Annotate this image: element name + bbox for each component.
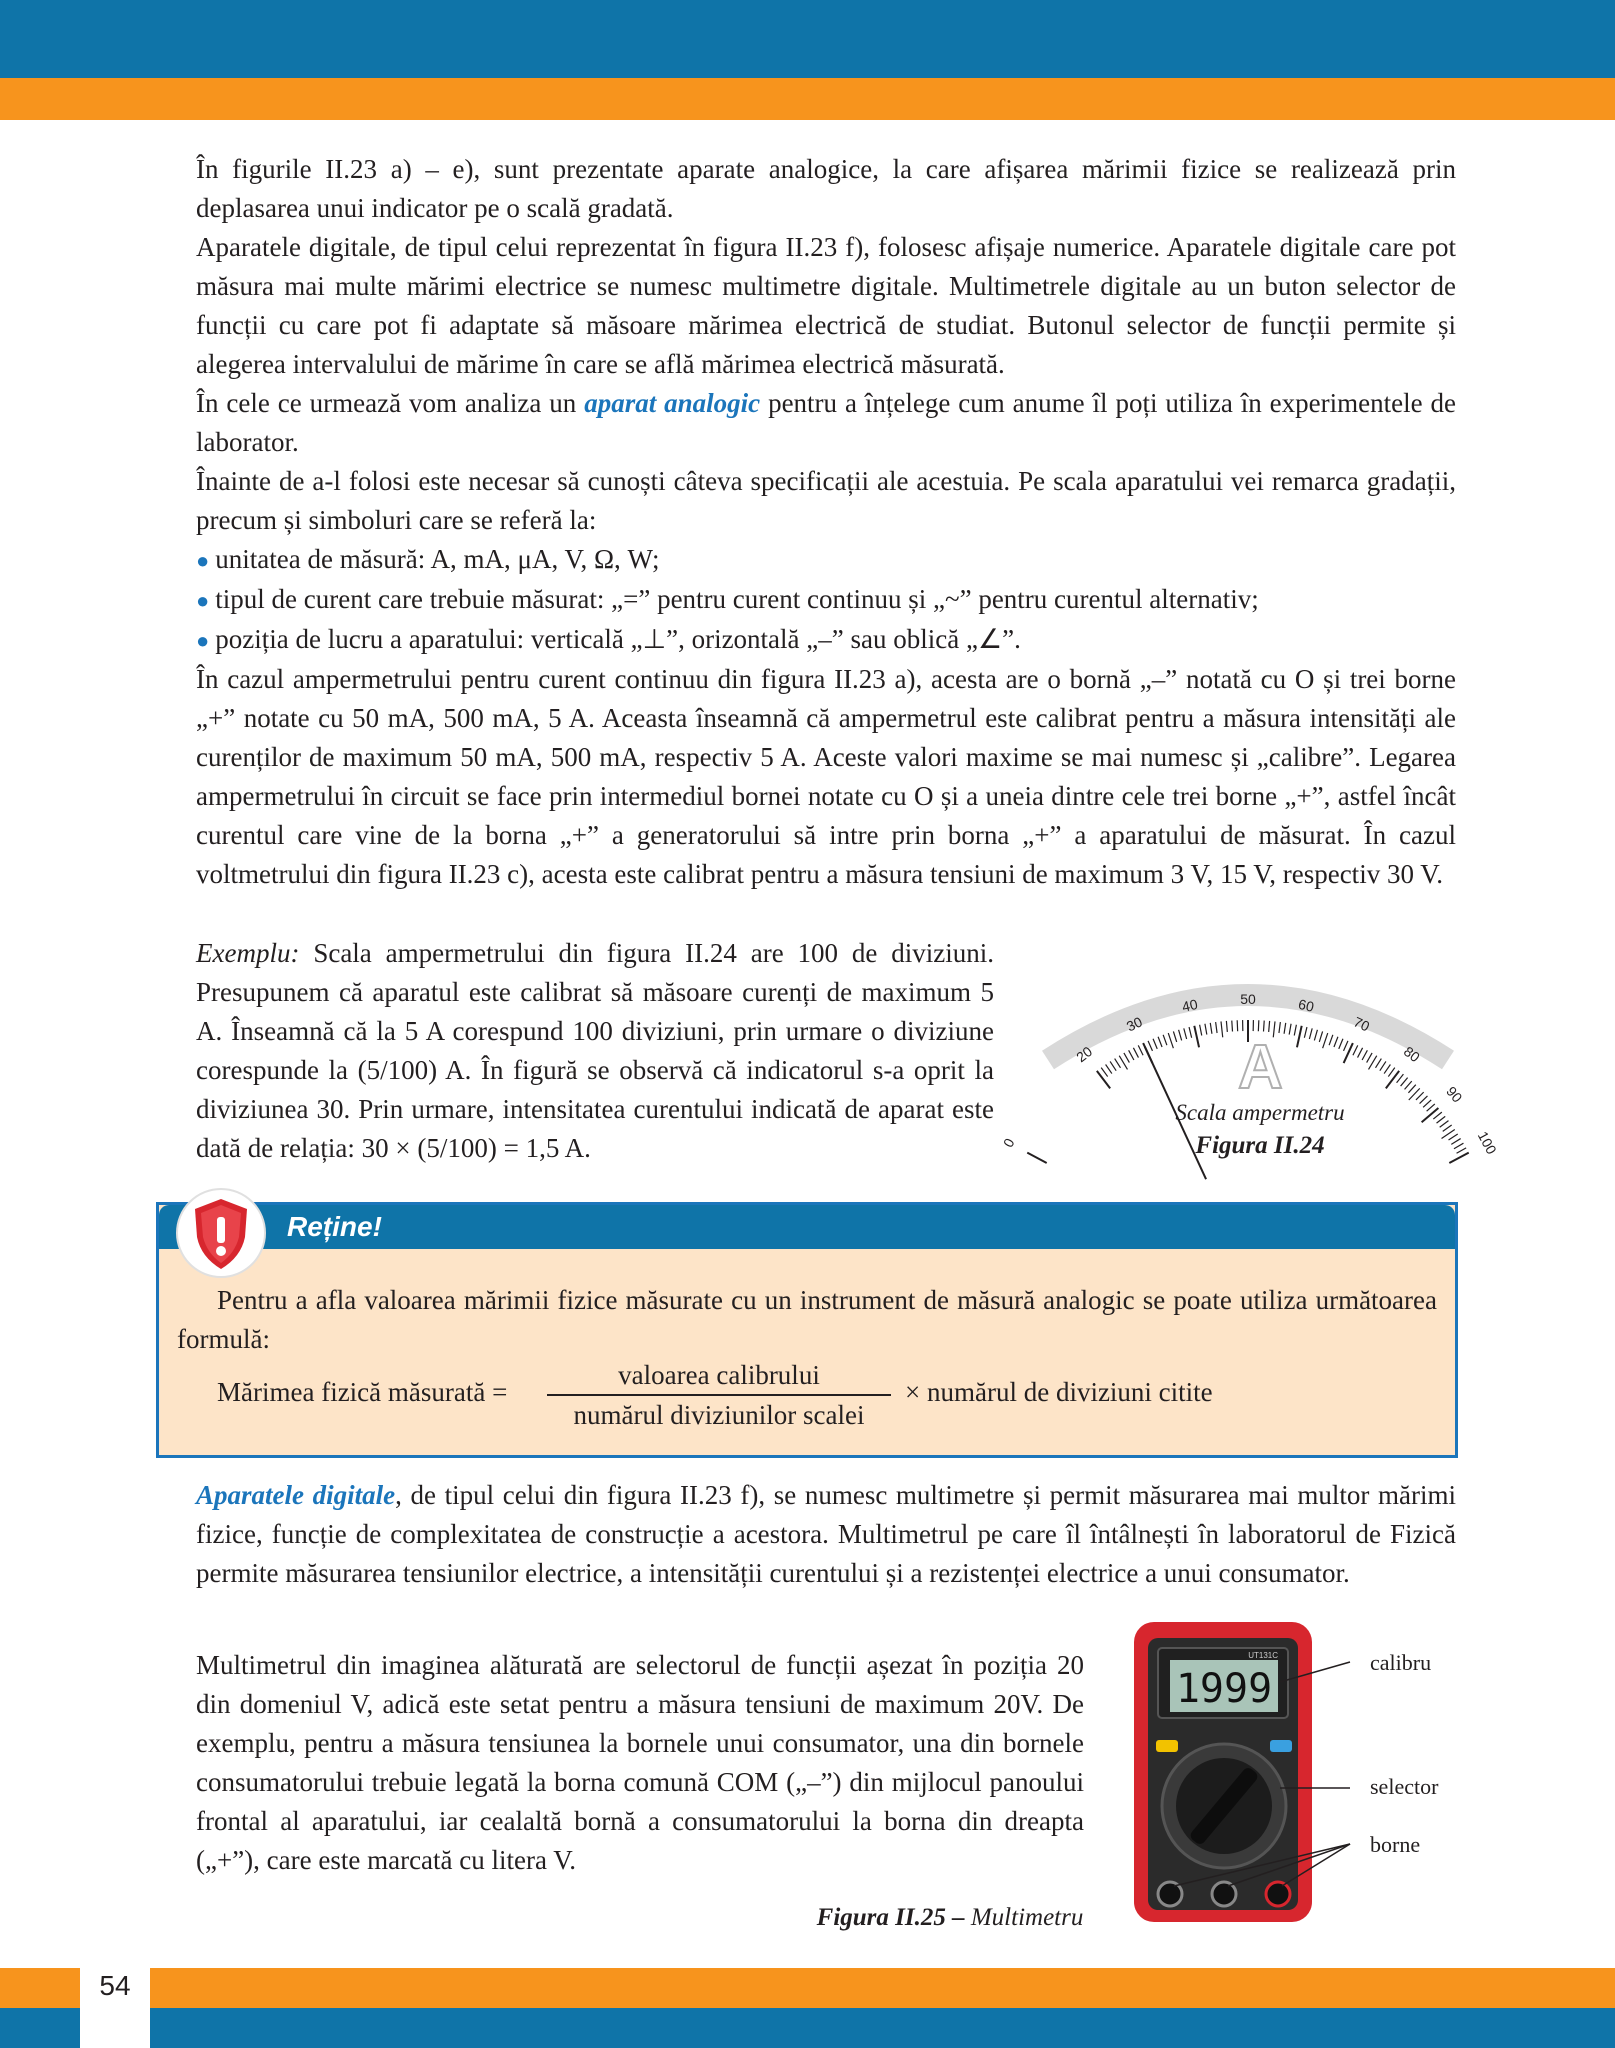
paragraph-digitale-text: Aparatele digitale, de tipul celui reprezentat în figura II.23 f), folosesc afișaje numerice. Aparatele digitale care pot măsura mai multe mărimi electrice se numesc multimetre digitale. Multimetrele digitale au un buton selector de funcții cu care pot fi adaptate să măsoare mărimea electrică de studiat. Butonul selector de funcții permite și alegerea intervalului de mărime în care se află mărimea electrică măsurată. <box>196 232 1456 379</box>
bullet1-text: unitatea de măsură: A, mA, μA, V, Ω, W; <box>215 544 660 574</box>
scale-tick <box>1427 1104 1435 1111</box>
scale-tick <box>1339 1039 1343 1049</box>
label-borne: borne <box>1370 1832 1421 1857</box>
label-calibru: calibru <box>1370 1650 1432 1675</box>
scale-tick <box>1449 1134 1458 1140</box>
scale-tick <box>1304 1027 1307 1038</box>
scale-tick <box>1101 1068 1107 1077</box>
scale-tick <box>1269 1021 1270 1032</box>
bullet-pozitie <box>196 620 1456 660</box>
figure-224-caption-italic: Scala ampermetru <box>1175 1100 1345 1125</box>
scale-tick <box>1184 1028 1187 1039</box>
retine-text <box>177 1281 1437 1359</box>
scale-tick-label: 50 <box>1240 991 1256 1007</box>
formula-denominator: numărul diviziunilor scalei <box>573 1400 865 1430</box>
scale-tick <box>1163 1035 1167 1045</box>
retine-title: Reține! <box>287 1211 382 1242</box>
figure-225-caption <box>770 1904 1130 1932</box>
body-text-lower <box>196 1476 1456 1593</box>
scale-tick-label: 0 <box>999 1135 1018 1150</box>
paragraph-specificatii <box>196 462 1456 540</box>
yellow-button <box>1156 1740 1178 1752</box>
scale-tick <box>1210 1023 1212 1034</box>
exemplu-label: Exemplu: <box>196 938 300 968</box>
scale-tick <box>1232 1021 1233 1032</box>
exemplu-text: Scala ampermetrului din figura II.24 are 100 de diviziuni. Presupunem că aparatul este calibrat să măsoare curenți de maximum 5 A. Înseamnă că la 5 A corespund 100 diviziuni, prin urmare o diviziune corespunde la (5/100) A. În figură se observă că indicatorul s-a oprit la diviziunea 30. Prin urmare, intensitatea curentului indicată de aparat este dată de relația: 30 × (5/100) = 1,5 A. <box>196 938 994 1163</box>
scale-tick <box>1329 1035 1333 1045</box>
scale-tick <box>1358 1048 1363 1058</box>
formula-fraction <box>547 1357 891 1433</box>
highlight-aparatele-digitale: Aparatele digitale <box>196 1480 396 1510</box>
scale-tick <box>1279 1022 1280 1033</box>
scale-tick <box>1138 1045 1143 1055</box>
header-blue-band <box>0 0 1615 78</box>
scale-tick <box>1205 1024 1207 1035</box>
scale-tick <box>1440 1121 1449 1128</box>
scale-tick <box>1388 1068 1394 1077</box>
scale-tick <box>1110 1061 1116 1070</box>
scale-tick <box>1416 1092 1424 1100</box>
scale-tick <box>1314 1030 1317 1041</box>
scale-tick <box>1284 1023 1286 1034</box>
scale-tick <box>1179 1030 1182 1041</box>
scale-tick <box>1457 1148 1467 1153</box>
figure-224-caption-bold: Figura II.24 <box>1195 1132 1325 1159</box>
unit-symbol-A: A <box>1238 1033 1283 1102</box>
scale-tick <box>1397 1074 1404 1083</box>
paragraph-ampermetru <box>196 660 1456 894</box>
scale-tick <box>1158 1037 1162 1047</box>
scale-tick <box>1106 1065 1112 1074</box>
bullet-dot-icon: ● <box>196 548 210 573</box>
scale-tick <box>1097 1071 1110 1089</box>
scale-tick <box>1423 1100 1431 1107</box>
retine-text-content: Pentru a afla valoarea mărimii fizice măsurate cu un instrument de măsură analogic se poate utiliza următoarea formulă: <box>177 1285 1437 1354</box>
scale-tick <box>1173 1031 1176 1041</box>
scale-tick <box>1380 1061 1386 1070</box>
scale-tick <box>1194 1026 1199 1047</box>
paragraph-aparat-analogic <box>196 384 1456 462</box>
scale-tick-label: 40 <box>1180 995 1200 1015</box>
scale-tick <box>1129 1050 1134 1060</box>
figure-225-caption-bold: Figura II.25 – <box>816 1904 965 1931</box>
scale-tick <box>1115 1059 1121 1068</box>
scale-tick-label: 80 <box>1400 1043 1423 1066</box>
scale-tick <box>1289 1024 1291 1035</box>
p6-text: , de tipul celui din figura II.23 f), se numesc multimetre și permit măsurarea mai multor mărimi fizice, funcție de complexitatea de construcție a acestora. Multimetrul pe care îl întâlnești în laboratorul de Fizică permite măsurarea tensiunilor electrice, a intensității curentului și a rezistenței electrice a unui consumator. <box>196 1480 1456 1588</box>
scale-tick <box>1362 1050 1367 1060</box>
scale-tick <box>1200 1025 1202 1036</box>
warning-shield-icon <box>173 1185 269 1281</box>
retine-box <box>156 1202 1458 1458</box>
p5-text: În cazul ampermetrului pentru curent continuu din figura II.23 a), acesta are o bornă „–” notată cu O și trei borne „+” notate cu 50 mA, 500 mA, 5 A. Aceasta înseamnă că ampermetrul este calibrat pentru a măsura intensități ale curenților de maximum 50 mA, 500 mA, respectiv 5 A. Aceste valori maxime se mai numesc și „calibre”. Legarea ampermetrului în circuit se face prin intermediul bornei notate cu O și a uneia dintre cele trei borne „+”, astfel încât curentul care vine de la borna „+” a generatorului să intre prin borna „+” a aparatului de măsurat. În cazul voltmetrului din figura II.23 c), acesta este calibrat pentru a măsura tensiuni de maximum 3 V, 15 V, respectiv 30 V. <box>196 664 1456 889</box>
scale-tick <box>1319 1031 1322 1041</box>
scale-tick <box>1168 1033 1173 1048</box>
scale-tick-label: 100 <box>1474 1128 1500 1157</box>
highlight-aparat-analogic: aparat analogic <box>584 388 761 418</box>
scale-tick <box>1153 1039 1157 1049</box>
page-number: 54 <box>99 1970 131 2001</box>
figure-225-caption-italic: Multimetru <box>964 1904 1084 1931</box>
scale-tick <box>1027 1153 1046 1163</box>
bullet2-text: tipul de curent care trebuie măsurat: „=” pentru curent continuu și „~” pentru curentul alternativ; <box>215 584 1259 614</box>
header-orange-band <box>0 78 1615 120</box>
formula-lhs: Mărimea fizică măsurată = <box>217 1377 508 1407</box>
scale-tick <box>1344 1041 1348 1051</box>
paragraph-analogice-text: În figurile II.23 a) – e), sunt prezentate aparate analogice, la care afișarea mărimii fizice se realizează prin deplasarea unui indicator pe o scală gradată. <box>196 154 1456 223</box>
terminal-v <box>1266 1882 1290 1906</box>
scale-tick <box>1221 1021 1223 1037</box>
scale-tick <box>1297 1026 1302 1047</box>
multimeter-figure <box>1130 1618 1470 1930</box>
scale-tick <box>1189 1027 1192 1038</box>
paragraph-digitale <box>196 228 1456 384</box>
footer-blue-band <box>0 2008 1615 2048</box>
scale-tick <box>1226 1021 1227 1032</box>
formula <box>217 1357 1317 1437</box>
scale-tick <box>1294 1025 1296 1036</box>
scale-tick <box>1422 1108 1439 1122</box>
bullet-tip-curent <box>196 580 1456 620</box>
scale-tick <box>1334 1037 1338 1047</box>
scale-tick <box>1454 1143 1463 1149</box>
bullet-dot-icon: ● <box>196 588 210 613</box>
footer-orange-band <box>0 1968 1615 2008</box>
scale-tick <box>1375 1059 1381 1068</box>
scale-tick <box>1124 1053 1129 1063</box>
scale-tick-label: 20 <box>1073 1043 1096 1066</box>
paragraph-multimetru <box>156 1646 1084 1880</box>
model-label: UT131C <box>1248 1651 1278 1660</box>
scale-tick-label: 70 <box>1351 1013 1373 1035</box>
scale-tick <box>1216 1022 1217 1033</box>
formula-numerator: valoarea calibrului <box>618 1360 820 1390</box>
scale-tick-label: 90 <box>1443 1083 1466 1106</box>
ammeter-scale-figure <box>999 940 1500 1170</box>
scale-tick-label: 30 <box>1123 1013 1145 1035</box>
paragraph-analogice <box>196 150 1456 228</box>
scale-tick <box>1449 1153 1468 1163</box>
label-selector: selector <box>1370 1774 1439 1799</box>
formula-rhs: × numărul de diviziuni citite <box>905 1377 1213 1407</box>
paragraph-exemplu <box>156 934 994 1168</box>
p7-text: Multimetrul din imaginea alăturată are selectorul de funcții așezat în poziția 20 din domeniul V, adică este setat pentru a măsura tensiuni de maximum 20V. De exemplu, pentru a măsura tensiunea la bornele unui consumator, una din bornele consumatorului trebuie legată la borna comună COM („–”) din mijlocul panoului frontal al aparatului, iar cealaltă bornă a consumatorului la borna din dreapta („+”), care este marcată cu litera V. <box>196 1650 1084 1875</box>
scale-tick <box>1401 1078 1408 1086</box>
scale-tick <box>1353 1045 1358 1055</box>
scale-tick <box>1408 1085 1415 1093</box>
bullet3-text: poziția de lucru a aparatului: verticală „⊥”, orizontală „–” sau oblică „∠”. <box>215 624 1021 654</box>
paragraph-aparatele-digitale <box>196 1476 1456 1593</box>
bullet-unitate <box>196 540 1456 580</box>
scale-tick <box>1443 1125 1452 1131</box>
p4-text: Înainte de a-l folosi este necesar să cunoști câteva specificații ale acestuia. Pe scala aparatului vei remarca gradații, precum și simboluri care se referă la: <box>196 466 1456 535</box>
blue-button <box>1270 1740 1292 1752</box>
scale-tick <box>1433 1112 1442 1119</box>
fraction-bar <box>547 1394 891 1396</box>
scale-tick <box>1323 1033 1328 1048</box>
scale-tick <box>1264 1021 1265 1032</box>
scale-tick <box>1367 1053 1372 1063</box>
scale-tick <box>1309 1028 1312 1039</box>
scale-tick <box>1386 1071 1399 1089</box>
scale-tick <box>1384 1065 1390 1074</box>
scale-tick <box>1451 1139 1460 1145</box>
scale-tick-label: 60 <box>1296 995 1316 1015</box>
terminal-com <box>1212 1882 1236 1906</box>
scale-tick <box>1420 1096 1428 1104</box>
scale-tick <box>1437 1116 1446 1123</box>
lcd-reading: 1999 <box>1175 1666 1273 1712</box>
p3-before: În cele ce urmează vom analiza un <box>196 388 585 418</box>
p3-after: pentru a înțelege cum anume îl poți utiliza în experimentele de laborator. <box>196 388 1457 457</box>
scale-tick <box>1148 1041 1152 1051</box>
scale-tick <box>1133 1048 1138 1058</box>
scale-tick <box>1405 1081 1412 1089</box>
bullet-dot-icon: ● <box>196 628 210 653</box>
body-text-upper <box>196 150 1456 894</box>
